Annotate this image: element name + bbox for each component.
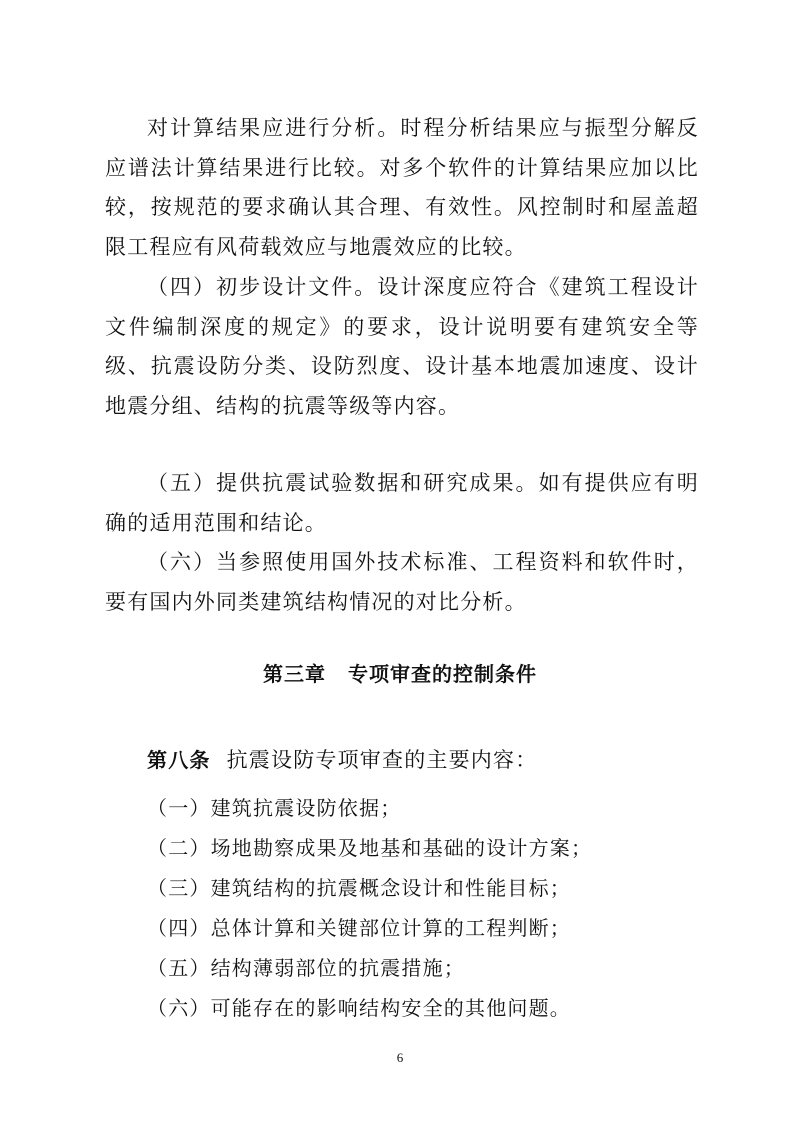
list-item: （五）结构薄弱部位的抗震措施； bbox=[147, 956, 465, 980]
paragraph-preliminary-design: （四）初步设计文件。设计深度应符合《建筑工程设计文件编制深度的规定》的要求，设计说明要有建筑安全等级、抗震设防分类、设防烈度、设计基本地震加速度、设计地震分组、结构的抗震等级等内容。 bbox=[105, 275, 699, 418]
page-number: 6 bbox=[396, 1050, 404, 1065]
chapter-number: 第三章 bbox=[263, 662, 326, 686]
list-item: （四）总体计算和关键部位计算的工程判断； bbox=[147, 916, 571, 940]
paragraph-foreign-standards: （六）当参照使用国外技术标准、工程资料和软件时，要有国内外同类建筑结构情况的对比分析。 bbox=[105, 550, 699, 614]
article-text: 抗震设防专项审查的主要内容： bbox=[226, 748, 538, 772]
chapter-heading bbox=[0, 658, 800, 687]
chapter-title: 专项审查的控制条件 bbox=[348, 662, 537, 686]
review-items-list bbox=[147, 788, 592, 1028]
article-eight bbox=[147, 744, 537, 774]
list-item: （二）场地勘察成果及地基和基础的设计方案； bbox=[147, 836, 593, 860]
list-item: （三）建筑结构的抗震概念设计和性能目标； bbox=[147, 876, 571, 900]
paragraph-test-data: （五）提供抗震试验数据和研究成果。如有提供应有明确的适用范围和结论。 bbox=[105, 471, 699, 535]
list-item: （六）可能存在的影响结构安全的其他问题。 bbox=[147, 996, 571, 1020]
list-item: （一）建筑抗震设防依据； bbox=[147, 796, 402, 820]
article-label: 第八条 bbox=[147, 748, 211, 772]
paragraph-analysis: 对计算结果应进行分析。时程分析结果应与振型分解反应谱法计算结果进行比较。对多个软件的计算结果应加以比较，按规范的要求确认其合理、有效性。风控制时和屋盖超限工程应有风荷载效应与地震效应的比较。 bbox=[105, 116, 699, 259]
